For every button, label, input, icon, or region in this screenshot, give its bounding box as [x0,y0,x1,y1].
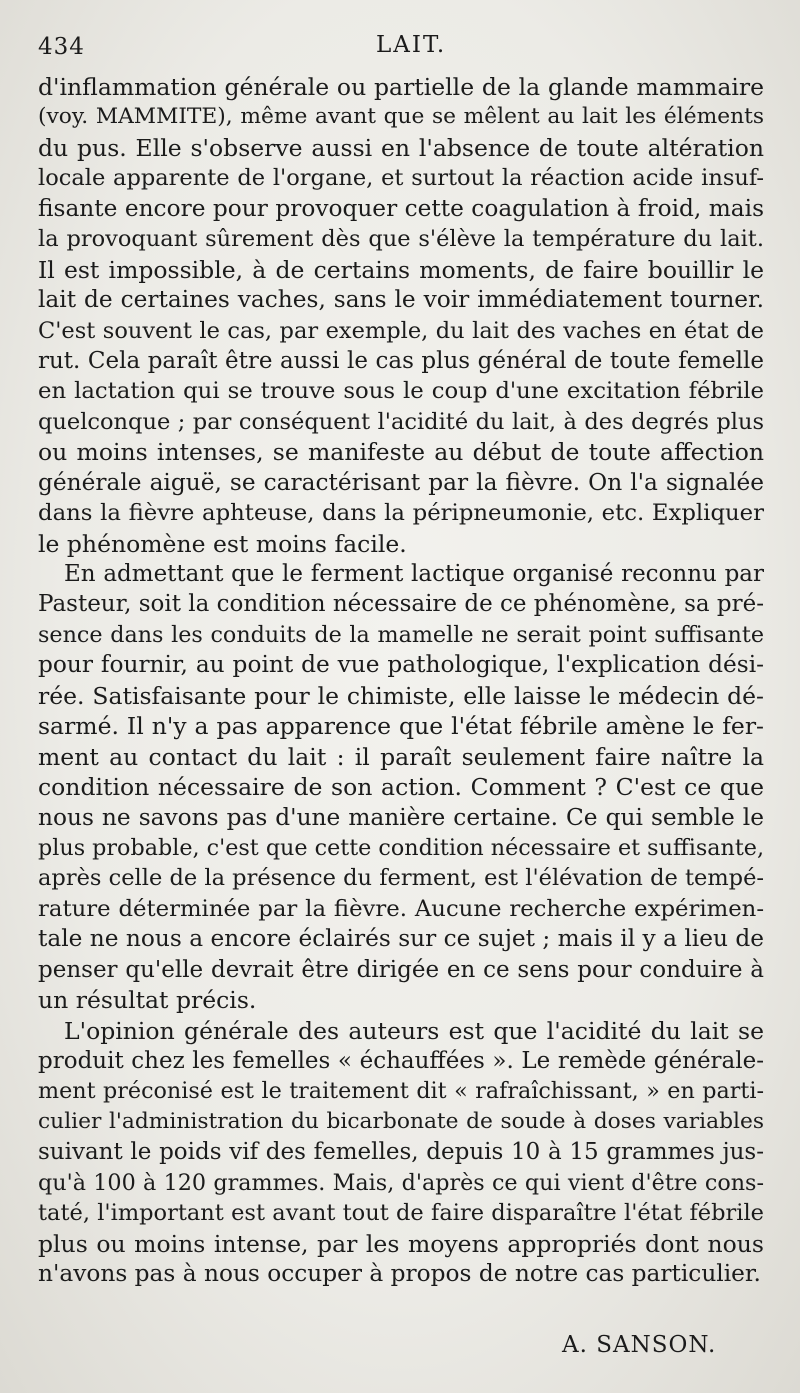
text-line: en lactation qui se trouve sous le coup d'une excitation fébrile [38,378,764,405]
text-line: suivant le poids vif des femelles, depuis 10 à 15 grammes jus- [38,1139,764,1166]
text-line: fisante encore pour provoquer cette coagulation à froid, mais [38,194,764,222]
text-line: lait de certaines vaches, sans le voir immédiatement tourner. [38,286,764,314]
text-line: rature déterminée par la fièvre. Aucune recherche expérimen- [38,895,764,922]
text-line: le phénomène est moins facile. [38,529,407,558]
running-title: LAIT. [376,32,447,58]
text-line: après celle de la présence du ferment, est l'élévation de tempé- [38,865,764,892]
page-number: 434 [38,34,85,60]
text-line: ment au contact du lait : il paraît seulement faire naître la [38,742,764,771]
text-line: culier l'administration du bicarbonate de soude à doses variables [38,1108,764,1134]
text-line: plus ou moins intense, par les moyens appropriés dont nous [38,1229,764,1258]
text-line: plus probable, c'est que cette condition nécessaire et suffisante, [38,834,765,861]
text-line: En admettant que le ferment lactique organisé reconnu par [64,561,764,587]
text-line: générale aiguë, se caractérisant par la fièvre. On l'a signalée [38,468,764,496]
text-line: sarmé. Il n'y a pas apparence que l'état fébrile amène le fer- [38,712,764,741]
text-line: ment préconisé est le traitement dit « rafraîchissant, » en parti- [38,1078,764,1105]
text-line: locale apparente de l'organe, et surtout la réaction acide insuf- [38,165,764,192]
text-line: rée. Satisfaisante pour le chimiste, elle laisse le médecin dé- [38,681,764,710]
text-line: condition nécessaire de son action. Comment ? C'est ce que [38,773,764,802]
text-line: qu'à 100 à 120 grammes. Mais, d'après ce qui vient d'être cons- [38,1169,764,1196]
text-line: la provoquant sûrement dès que s'élève la température du lait. [38,226,764,253]
text-line: nous ne savons pas d'une manière certaine. Ce qui semble le [38,803,764,831]
author-signature: A. SANSON. [562,1332,717,1358]
text-line: penser qu'elle devrait être dirigée en ce sens pour conduire à [38,956,764,983]
text-line: un résultat précis. [38,986,257,1015]
text-line: pour fournir, au point de vue pathologique, l'explication dési- [38,651,764,679]
text-line: (voy. MAMMITE), même avant que se mêlent au lait les éléments [38,104,764,130]
text-line: dans la fièvre aphteuse, dans la péripneumonie, etc. Expliquer [38,500,764,527]
text-line: d'inflammation générale ou partielle de la glande mammaire [38,73,764,101]
text-line: taté, l'important est avant tout de faire disparaître l'état fébrile [38,1200,764,1227]
body-text [38,72,764,1290]
text-line: quelconque ; par conséquent l'acidité du lait, à des degrés plus [38,408,764,435]
text-line: rut. Cela paraît être aussi le cas plus général de toute femelle [38,347,764,374]
text-line: ou moins intenses, se manifeste au début de toute affection [38,438,764,467]
text-line: n'avons pas à nous occuper à propos de notre cas particulier. [38,1260,761,1288]
text-line: L'opinion générale des auteurs est que l'acidité du lait se [64,1016,764,1045]
text-line: tale ne nous a encore éclairés sur ce sujet ; mais il y a lieu de [38,925,764,953]
text-line: Pasteur, soit la condition nécessaire de ce phénomène, sa pré- [38,591,765,618]
text-line: du pus. Elle s'observe aussi en l'absence de toute altération [38,133,764,162]
text-line: sence dans les conduits de la mamelle ne serait point suffisante [38,621,764,648]
text-line: Il est impossible, à de certains moments, de faire bouillir le [38,255,764,284]
text-line: produit chez les femelles « échauffées ». Le remède générale- [38,1048,764,1074]
text-line: C'est souvent le cas, par exemple, du lait des vaches en état de [38,317,764,344]
